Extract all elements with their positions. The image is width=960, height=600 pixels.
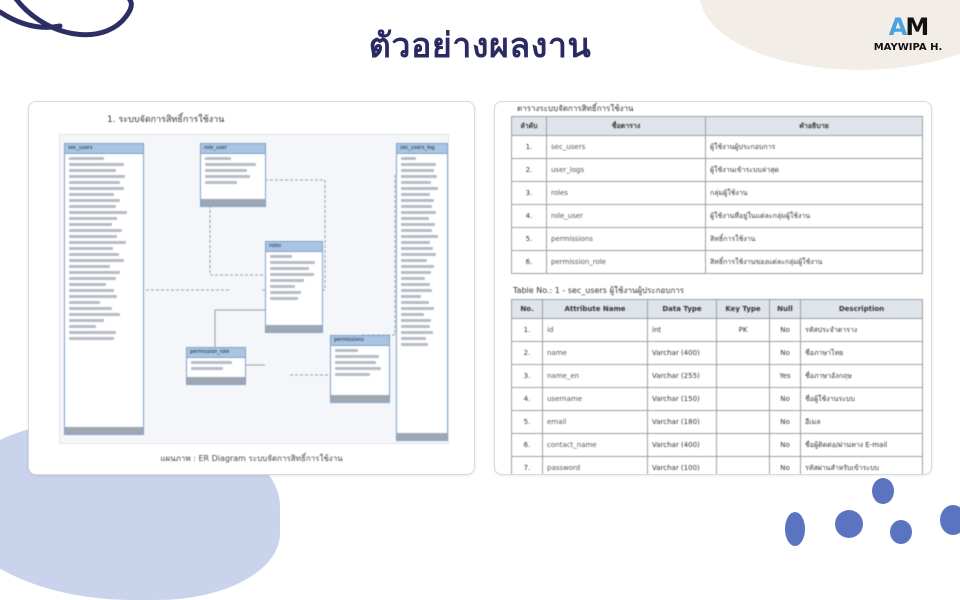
detail-table: [511, 299, 923, 475]
er-diagram-heading: 1. ระบบจัดการสิทธิ์การใช้งาน: [107, 115, 225, 125]
column-header: Null: [770, 300, 801, 319]
table-row: 5. email Varchar (180) No อีเมล: [512, 411, 923, 434]
entity-sec-users: sec_users: [64, 143, 144, 435]
column-header: Description: [801, 300, 923, 319]
entity-sec-users-log: sec_users_log: [396, 143, 448, 441]
entity-permission-role: permission_role: [186, 347, 246, 385]
table-row: 1. id int PK No รหัสประจำตาราง: [512, 319, 923, 342]
decorative-dot: [940, 505, 960, 535]
er-diagram-caption: แผนภาพ : ER Diagram ระบบจัดการสิทธิ์การใช้งาน: [160, 454, 343, 463]
tables-list: [511, 116, 923, 274]
column-header: No.: [512, 300, 543, 319]
table-row: 7. password Varchar (100) No รหัสผ่านสำหรับเข้าระบบ: [512, 457, 923, 476]
column-header: Key Type: [717, 300, 770, 319]
table-row: 3. roles กลุ่มผู้ใช้งาน: [512, 182, 923, 205]
column-header: Data Type: [648, 300, 717, 319]
entity-role-user: role_user: [200, 143, 266, 207]
table-row: 4. username Varchar (150) No ชื่อผู้ใช้งานระบบ: [512, 388, 923, 411]
entity-roles: roles: [265, 241, 323, 333]
slide-title: ตัวอย่างผลงาน: [368, 26, 592, 66]
decorative-dot: [890, 520, 912, 544]
brand-logo: [868, 14, 948, 53]
logo-name: MAYWIPA H.: [873, 42, 943, 53]
table-row: 6. permission_role สิทธิ์การใช้งานของแต่ละกลุ่มผู้ใช้งาน: [512, 251, 923, 274]
decorative-dot: [872, 478, 894, 504]
column-header: Attribute Name: [543, 300, 648, 319]
table-row: 5. permissions สิทธิ์การใช้งาน: [512, 228, 923, 251]
data-dictionary-card: [494, 101, 932, 475]
tables-list-caption: ตารางระบบจัดการสิทธิ์การใช้งาน: [517, 104, 634, 113]
logo-mark: AM: [888, 13, 928, 41]
column-header: ชื่อตาราง: [547, 117, 706, 136]
decorative-dot: [785, 512, 805, 546]
detail-table-caption: Table No.: 1 - sec_users ผู้ใช้งานผู้ประกอบการ: [513, 286, 685, 295]
table-row: 3. name_en Varchar (255) Yes ชื่อภาษาอังกฤษ: [512, 365, 923, 388]
table-row: 4. role_user ผู้ใช้งานที่อยู่ในแต่ละกลุ่มผู้ใช้งาน: [512, 205, 923, 228]
decorative-dot: [835, 510, 863, 538]
er-diagram: [59, 134, 449, 444]
entity-permissions: permissions: [330, 335, 390, 403]
column-header: คำอธิบาย: [706, 117, 923, 136]
table-row: 2. user_logs ผู้ใช้งานเข้าระบบล่าสุด: [512, 159, 923, 182]
table-row: 2. name Varchar (400) No ชื่อภาษาไทย: [512, 342, 923, 365]
er-diagram-card: [28, 101, 475, 475]
table-row: 1. sec_users ผู้ใช้งานผู้ประกอบการ: [512, 136, 923, 159]
table-row: 6. contact_name Varchar (400) No ชื่อผู้ติดต่อ/ผ่านทาง E-mail: [512, 434, 923, 457]
column-header: ลำดับ: [512, 117, 547, 136]
